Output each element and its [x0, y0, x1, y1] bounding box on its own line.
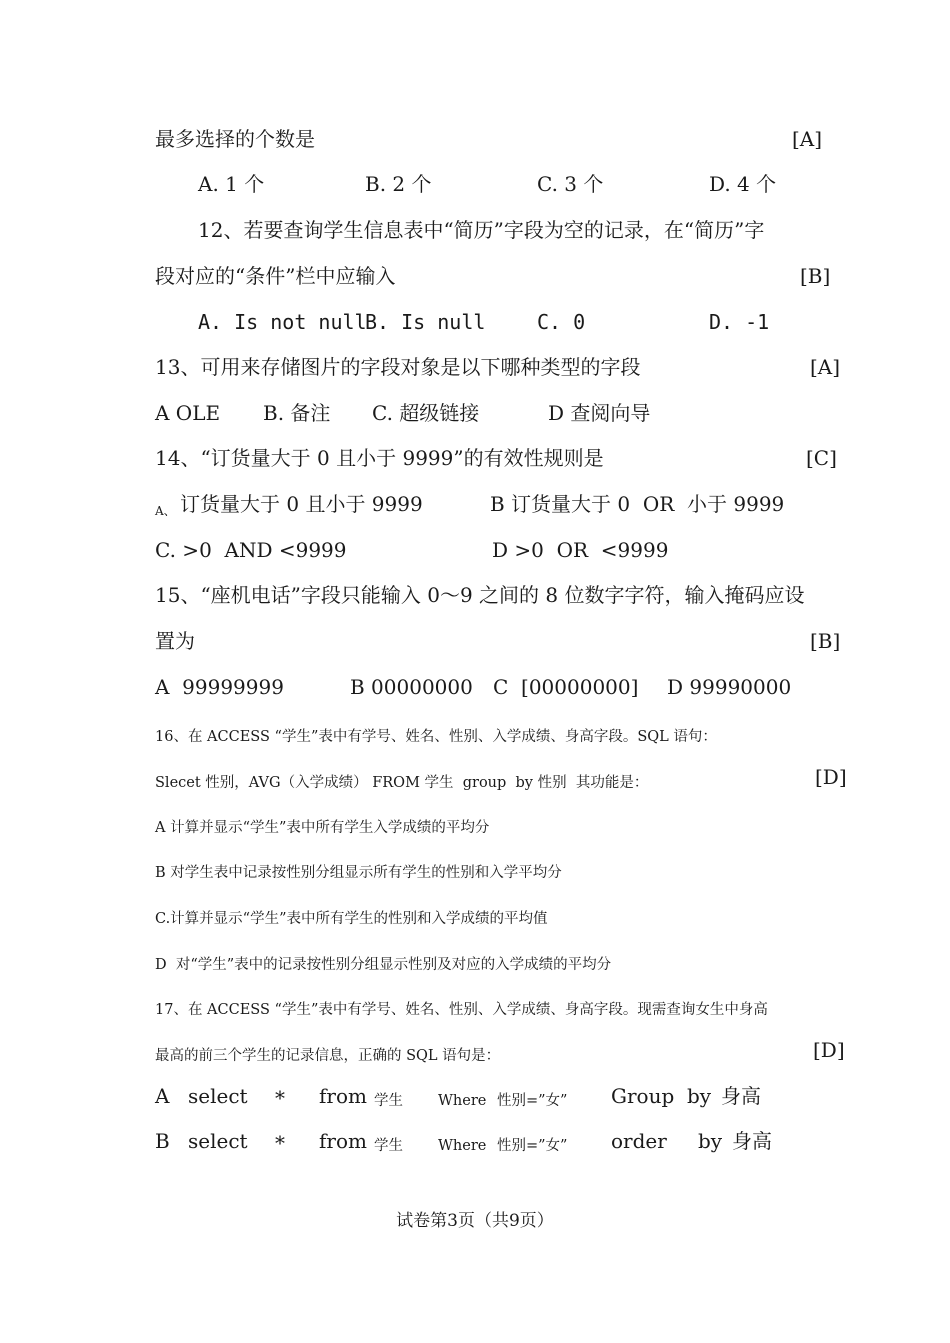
- q17-option-b-kw1: order: [611, 1129, 667, 1153]
- q14-option-d: D >0 OR <9999: [492, 538, 669, 562]
- q14-stem: 14、“订货量大于 0 且小于 9999”的有效性规则是: [155, 446, 604, 470]
- q11-option-d: D. 4 个: [709, 172, 777, 196]
- q14-answer: [C]: [806, 446, 837, 470]
- q17-stem-line2: 最高的前三个学生的记录信息，正确的 SQL 语句是：: [155, 1048, 501, 1064]
- q14-option-c: C. >0 AND <9999: [155, 538, 347, 562]
- q17-option-b-table: 学生: [374, 1138, 403, 1154]
- q12-option-c: C. 0: [537, 310, 586, 334]
- q12-stem-line2: 段对应的“条件”栏中应输入: [155, 264, 396, 288]
- q16-stem-line2: Slecet 性别，AVG（入学成绩） FROM 学生 group by 性别 其功能是：: [155, 775, 649, 791]
- q13-option-a: A OLE: [155, 401, 221, 425]
- q17-option-b-field: 身高: [732, 1129, 772, 1153]
- q12-stem-line1: 12、若要查询学生信息表中“简历”字段为空的记录，在“简历”字: [198, 218, 765, 242]
- q12-option-d: D. -1: [709, 310, 770, 334]
- q14-option-a-letter: A、: [155, 504, 176, 518]
- q17-option-b-letter: B: [155, 1129, 170, 1153]
- q17-option-b-kw2: by: [698, 1129, 723, 1153]
- q11-option-c: C. 3 个: [537, 172, 604, 196]
- q15-option-a: A 99999999: [155, 675, 284, 699]
- q17-option-a-where: Where: [438, 1093, 487, 1109]
- q14-option-b: B 订货量大于 0 OR 小于 9999: [490, 492, 785, 516]
- q16-stem-line1: 16、在 ACCESS “学生”表中有学号、姓名、性别、入学成绩、身高字段。SQL 语句：: [155, 729, 717, 745]
- q13-option-b: B. 备注: [263, 401, 331, 425]
- q16-option-a: A 计算并显示“学生”表中所有学生入学成绩的平均分: [155, 820, 490, 836]
- q17-option-b-select: select: [188, 1129, 248, 1153]
- q17-option-b-from: from: [319, 1129, 367, 1153]
- q15-answer: [B]: [810, 629, 841, 653]
- q17-option-a-kw2: by: [687, 1084, 712, 1108]
- q17-option-a-from: from: [319, 1084, 367, 1108]
- q17-option-a-cond: 性别=”女”: [497, 1093, 568, 1109]
- q17-option-b-where: Where: [438, 1138, 487, 1154]
- q17-option-a-table: 学生: [374, 1093, 403, 1109]
- q16-option-b: B 对学生表中记录按性别分组显示所有学生的性别和入学平均分: [155, 865, 562, 881]
- q16-option-d: D 对“学生”表中的记录按性别分组显示性别及对应的入学成绩的平均分: [155, 957, 612, 973]
- q11-option-b: B. 2 个: [365, 172, 432, 196]
- q17-stem-line1: 17、在 ACCESS “学生”表中有学号、姓名、性别、入学成绩、身高字段。现需查询女生中身高: [155, 1002, 768, 1018]
- q17-option-a-kw1: Group: [611, 1084, 675, 1108]
- q11-option-a: A. 1 个: [198, 172, 265, 196]
- q16-answer: [D]: [815, 765, 847, 789]
- q15-option-c: C [00000000]: [493, 675, 639, 699]
- q15-option-b: B 00000000: [350, 675, 473, 699]
- q17-option-a-star: *: [275, 1086, 285, 1110]
- q13-answer: [A]: [810, 355, 841, 379]
- q17-option-a-field: 身高: [721, 1084, 761, 1108]
- q13-stem: 13、可用来存储图片的字段对象是以下哪种类型的字段: [155, 355, 641, 379]
- q15-option-d: D 99990000: [667, 675, 792, 699]
- q11-answer: [A]: [792, 127, 823, 151]
- q12-option-b: B. Is null: [365, 310, 486, 334]
- q12-option-a: A. Is not null: [198, 310, 367, 334]
- q11-stem: 最多选择的个数是: [155, 127, 315, 151]
- page-footer: 试卷第3页（共9页）: [396, 1211, 554, 1231]
- q17-option-b-star: *: [275, 1131, 285, 1155]
- q12-answer: [B]: [800, 264, 831, 288]
- q17-option-a-select: select: [188, 1084, 248, 1108]
- q15-stem-line1: 15、“座机电话”字段只能输入 0～9 之间的 8 位数字字符，输入掩码应设: [155, 583, 805, 607]
- q16-option-c: C.计算并显示“学生”表中所有学生的性别和入学成绩的平均值: [155, 911, 548, 927]
- q13-option-c: C. 超级链接: [372, 401, 480, 425]
- q15-stem-line2: 置为: [155, 629, 195, 653]
- q17-option-b-cond: 性别=”女”: [497, 1138, 568, 1154]
- q17-answer: [D]: [813, 1038, 845, 1062]
- q17-option-a-letter: A: [155, 1084, 170, 1108]
- q13-option-d: D 查阅向导: [548, 401, 651, 425]
- q14-option-a: 订货量大于 0 且小于 9999: [180, 492, 423, 516]
